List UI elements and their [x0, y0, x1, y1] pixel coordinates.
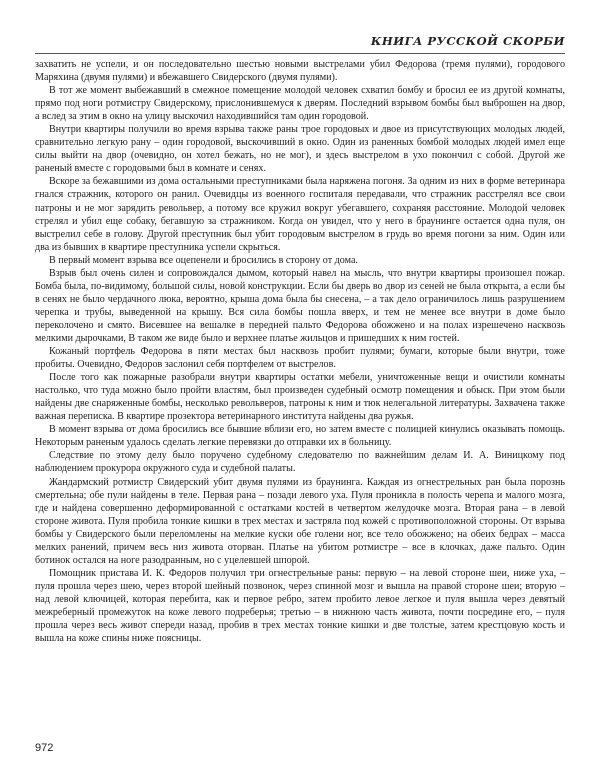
paragraph: Следствие по этому делу было поручено судебному следователю по важнейшим делам И. А. Виницкому под наблюдением прокурора окружного суда и судебной палаты. — [35, 450, 565, 475]
paragraph: Помощник пристава И. К. Федоров получил три огнестрельные раны: первую – на левой стороне шеи, ниже уха, – пуля прошла через шею, через второй шейный позвонок, через спинной мозг и вышла на правой стороне шеи; вторую – над левой ключицей, которая перебита, как и первое ребро, затем пробито левое легкое и пуля вышла через девятый межреберный промежуток на коже левого подреберья; третью – в нижнюю часть живота, почти посредине его, – пуля прошла через весь живот спереди назад, пробив в трех местах тонкие кишки и две толстые, затем крестцовую кость и вышла на коже спины ниже поясницы. — [35, 567, 565, 645]
header-rule — [35, 53, 565, 54]
paragraph: захватить не успели, и он последовательно шестью новыми выстрелами убил Федорова (тремя пулями), городового Маряхина (двумя пулями) и вбежавшего Свидерского (двумя пулями). — [35, 59, 565, 84]
paragraph: После того как пожарные разобрали внутри квартиры остатки мебели, уничтоженные вещи и очистили комнаты настолько, что туда можно было пройти властям, был произведен судебный осмотр помещения и обыск. При этом были найдены две снаряженные бомбы, несколько револьверов, патроны к ним и тюк нелегальной литературы. Захвачена также важная переписка. В квартире прозектора ветеринарного института найдены два ружья. — [35, 372, 565, 423]
paragraph: Жандармский ротмистр Свидерский убит двумя пулями из браунинга. Каждая из огнестрельных ран была порознь смертельна; обе пули найдены в теле. Первая рана – позади левого уха. Пуля проникла в полость черепа и малого мозга, где и найдена совершенно деформированной с остатками костей в четвертом желудочке мозга. Вторая рана – в левой стороне живота. Пуля пробила тонкие кишки в трех местах и застряла под кожей с противоположной стороны. От взрыва бомбы у Свидерского были переломлены на мелкие куски обе голени ног, все тело обожжено; на обеих бедрах – масса мелких ранений, причем весь низ живота оторван. Платье на убитом ротмистре – все в клочках, даже пальто. Один ботинок остался на ноге разодранным, но с уцелевшей шпорой. — [35, 476, 565, 566]
running-header: КНИГА РУССКОЙ СКОРБИ — [370, 34, 565, 48]
paragraph: Кожаный портфель Федорова в пяти местах был насквозь пробит пулями; бумаги, которые были внутри, тоже пробиты. Очевидно, Федоров заслонил себя портфелем от выстрелов. — [35, 346, 565, 371]
paragraph: Внутри квартиры получили во время взрыва также раны трое городовых и двое из присутствующих молодых людей, сравнительно легкую рану – один городовой, выскочивший в окно. Один из раненных бомбой молодых людей имел еще силы выйти на двор (очевидно, он хотел бежать, но не мог), и здесь выстрелом в ухо покончил с собой. Другой же раненый вместе с городовыми был в комнате и сенях. — [35, 124, 565, 175]
paragraph: В тот же момент выбежавший в смежное помещение молодой человек схватил бомбу и бросил ее из другой комнаты, прямо под ноги ротмистру Свидерскому, прислонившемуся к дверям. Последний взрывом бомбы был выброшен на двор, а вслед за этим в окно на улицу выскочил находившийся там один городовой. — [35, 85, 565, 123]
paragraph: В момент взрыва от дома бросились все бывшие вблизи его, но затем вместе с полицией кинулись оказывать помощь. Некоторым раненым удалось сделать легкие перевязки до отправки их в больницу. — [35, 424, 565, 449]
paragraph: В первый момент взрыва все оцепенели и бросились в сторону от дома. — [49, 254, 358, 266]
paragraph: Взрыв был очень силен и сопровождался дымом, который навел на мысль, что внутри квартиры произошел пожар. Бомба была, по-видимому, большой силы, новой конструкции. Если бы дверь во двор из сеней не была открыта, а если бы в сенях не было чердачного люка, вероятно, крыша дома была бы снесена, – а так дело ограничилось лишь разрушением черепка и трубы, выведенной на крышу. Вся сила бомбы пошла вверх, и тем не менее все внутри в доме было переколочено и смято. Висевшее на вешалке в передней пальто Федорова обожжено и на полах изрешечено насквозь мелкими дырочками, В таком же виде было и верхнее платье жильцов и пришедших к ним гостей. — [35, 267, 565, 344]
page-number: 972 — [35, 742, 54, 754]
paragraph: Вскоре за бежавшими из дома остальными преступниками была наряжена погоня. За одним из них в форме ветеринара гнался стражник, которого он ранил. Очевидцы из военного госпиталя передавали, что стражник расстрелял все свои патроны и не мог зарядить револьвер, а потому все кружил вокруг убегавшего, сохраняя расстояние. Молодой человек стрелял и убил еще собаку, бегавшую за стражником. Когда он увидел, что у него в браунинге остается одна пуля, он выстрелил себе в голову. Другой преступник был убит городовым выстрелом в грудь во время погони за ним. Один или два из бывших в квартире преступника успели скрыться. — [35, 176, 565, 253]
body-text — [35, 58, 565, 645]
